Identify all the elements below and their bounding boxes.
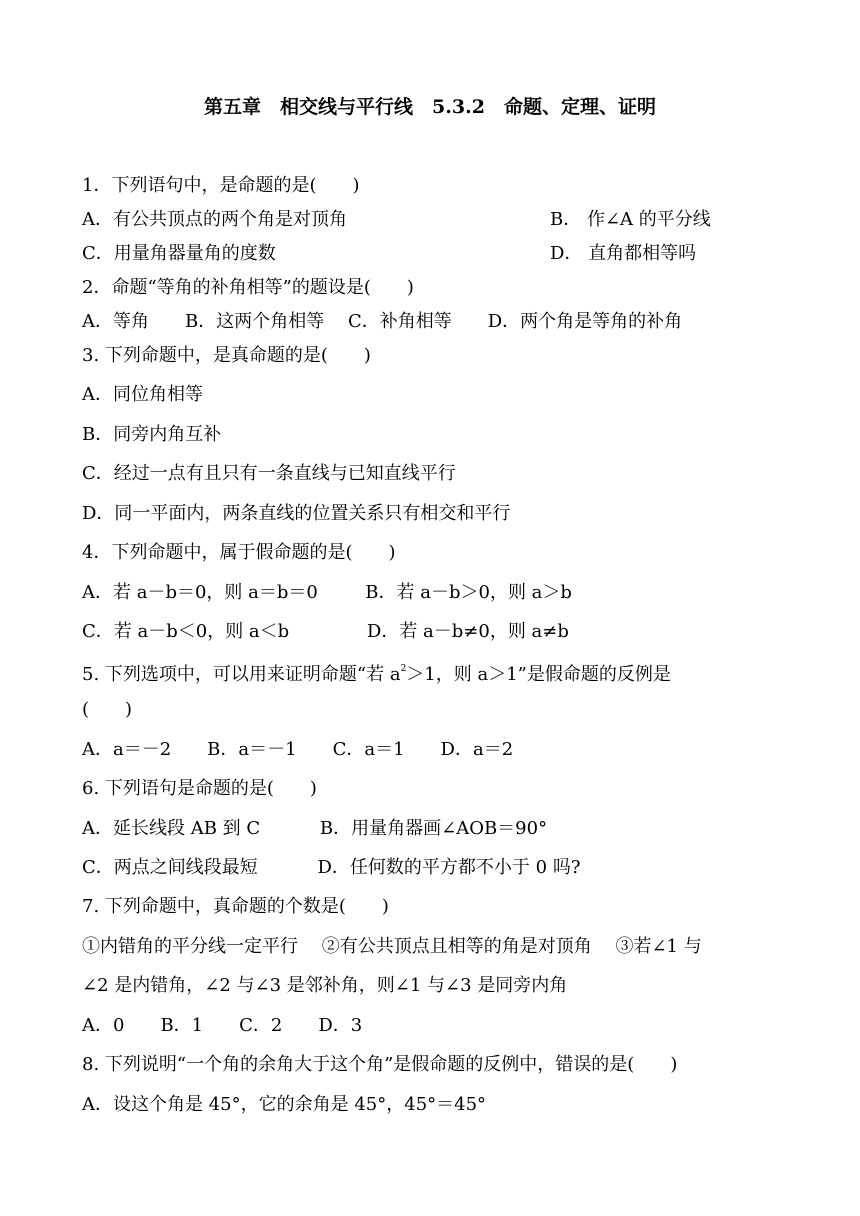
q7-statements-line1: ①内错角的平分线一定平行 ②有公共顶点且相等的角是对顶角 ③若∠1 与: [82, 936, 702, 957]
q1-option-a: A．有公共顶点的两个角是对顶角: [82, 209, 347, 230]
q1-option-c: C．用量角器量角的度数: [82, 243, 276, 264]
q6-options-row2: C．两点之间线段最短 D．任何数的平方都不小于 0 吗?: [82, 857, 581, 878]
q3-stem: 3. 下列命题中，是真命题的是( ): [82, 345, 371, 366]
q3-option-d: D．同一平面内，两条直线的位置关系只有相交和平行: [82, 503, 511, 524]
q5-options: A．a＝－2 B．a＝－1 C．a＝1 D．a＝2: [82, 739, 514, 760]
q1-stem: 1．下列语句中，是命题的是( ): [82, 175, 360, 196]
q5-stem-post: ＞1，则 a＞1”是假命题的反例是: [406, 664, 671, 685]
q3-option-c: C．经过一点有且只有一条直线与已知直线平行: [82, 463, 456, 484]
q1-option-b: B． 作∠A 的平分线: [550, 209, 711, 230]
q3-option-a: A．同位角相等: [82, 384, 203, 405]
q5-paren: ( ): [82, 699, 133, 720]
q6-options-row1: A．延长线段 AB 到 C B．用量角器画∠AOB＝90°: [82, 818, 548, 839]
q5-stem: [82, 659, 671, 687]
q5-exponent: 2: [400, 664, 407, 674]
q1-option-d: D． 直角都相等吗: [550, 243, 697, 264]
page-title: 第五章 相交线与平行线 5.3.2 命题、定理、证明: [204, 96, 656, 118]
q2-stem: 2．命题“等角的补角相等”的题设是( ): [82, 277, 414, 298]
q3-option-b: B．同旁内角互补: [82, 424, 222, 445]
q7-options: A．0 B．1 C．2 D．3: [82, 1015, 363, 1036]
q4-options-row2: C．若 a－b＜0，则 a＜b D．若 a－b≠0，则 a≠b: [82, 621, 569, 642]
q4-options-row1: A．若 a－b＝0，则 a＝b＝0 B．若 a－b＞0，则 a＞b: [82, 582, 572, 603]
q8-stem: 8. 下列说明“一个角的余角大于这个角”是假命题的反例中，错误的是( ): [82, 1054, 678, 1075]
q7-statements-line2: ∠2 是内错角，∠2 与∠3 是邻补角，则∠1 与∠3 是同旁内角: [82, 975, 568, 996]
q7-stem: 7. 下列命题中，真命题的个数是( ): [82, 896, 389, 917]
q4-stem: 4．下列命题中，属于假命题的是( ): [82, 542, 396, 563]
q6-stem: 6. 下列语句是命题的是( ): [82, 778, 317, 799]
q5-stem-pre: 5. 下列选项中，可以用来证明命题“若 a: [82, 664, 401, 685]
q2-options: A．等角 B．这两个角相等 C．补角相等 D．两个角是等角的补角: [82, 311, 683, 332]
q8-option-a: A．设这个角是 45°，它的余角是 45°，45°＝45°: [82, 1094, 487, 1115]
